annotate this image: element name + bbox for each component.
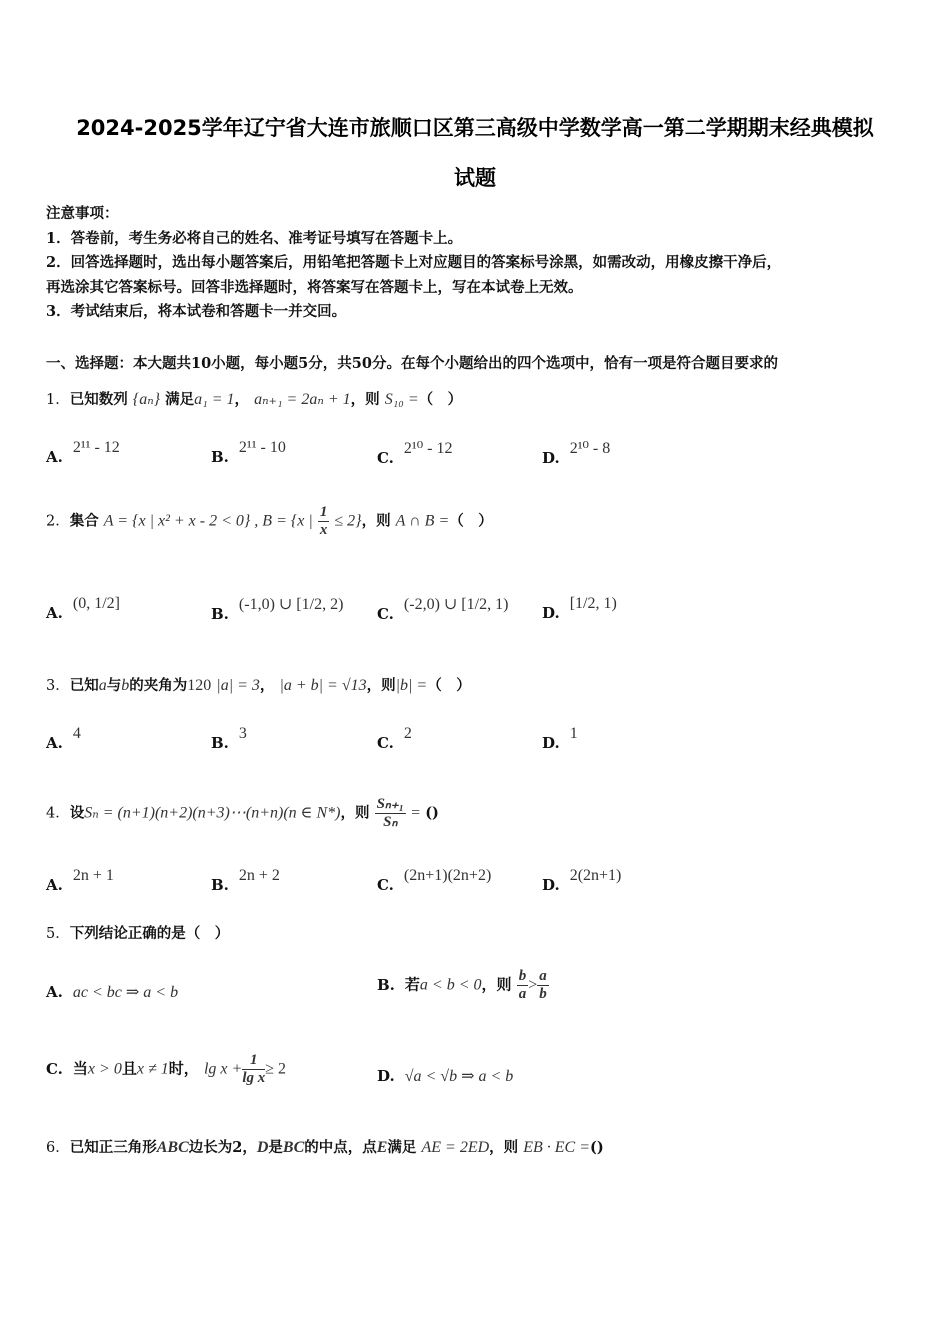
math-expr: D [256, 1139, 269, 1156]
question-number: 3． [46, 678, 70, 694]
option-label: D. [377, 1067, 395, 1085]
notice-heading: 注意事项： [46, 205, 119, 222]
denominator: Sₙ [383, 814, 398, 830]
q-text: 且 [121, 1059, 137, 1078]
option-d[interactable] [542, 440, 611, 468]
question-2 [46, 504, 493, 539]
option-b[interactable] [211, 867, 280, 895]
q-text: 满足 [165, 391, 195, 408]
math-expr: a₁ = 1 [194, 391, 235, 408]
denominator: x [319, 522, 328, 538]
option-value: 1 [569, 725, 578, 742]
option-label: D. [542, 604, 560, 622]
math-expr: a < b < 0 [419, 976, 482, 994]
option-label: B. [211, 876, 229, 894]
option-value: 2¹¹ - 12 [72, 439, 120, 456]
question-number: 5． [46, 926, 70, 942]
q-text: ，则 [481, 975, 512, 994]
question-number: 1． [46, 392, 70, 408]
question-3 [46, 674, 471, 695]
option-label: A. [46, 448, 63, 466]
denominator: a [518, 986, 527, 1002]
fraction [242, 1052, 265, 1087]
option-label: A. [46, 734, 63, 752]
fraction [517, 968, 529, 1003]
math-expr: ≥ 2 [265, 1060, 287, 1078]
q-text: 设 [69, 804, 85, 822]
option-value: 4 [72, 725, 81, 742]
option-label: D. [542, 876, 560, 894]
option-label: D. [542, 449, 560, 467]
math-expr: BC [282, 1139, 305, 1156]
exam-title-continued: 试题 [454, 166, 496, 190]
option-label: D. [542, 734, 560, 752]
q-text: 边长为2， [188, 1139, 257, 1156]
notice-item: 3．考试结束后，将本试卷和答题卡一并交回。 [46, 303, 347, 320]
denominator: b [539, 986, 547, 1002]
notice-item: 再选涂其它答案标号。回答非选择题时，将答案写在答题卡上，写在本试卷上无效。 [46, 278, 583, 296]
option-value: (2n+1)(2n+2) [403, 867, 492, 884]
option-value: √a < √b ⇒ a < b [404, 1068, 514, 1085]
fraction [375, 796, 406, 831]
option-c[interactable] [377, 596, 509, 624]
math-expr: EB · EC = [523, 1139, 591, 1156]
q-text: ，则 [366, 677, 396, 694]
option-value: (-2,0) ∪ [1/2, 1) [403, 596, 509, 613]
option-b[interactable] [211, 596, 344, 624]
option-value: 2¹¹ - 10 [238, 439, 286, 456]
q-text: 时， [168, 1059, 199, 1078]
question-6 [46, 1136, 604, 1157]
numerator: b [518, 968, 527, 984]
q-text: 若 [404, 975, 420, 994]
option-label: B. [211, 734, 229, 752]
math-expr: x ≠ 1 [136, 1060, 169, 1078]
question-5 [46, 922, 229, 943]
notice-item: 1．答卷前，考生务必将自己的姓名、准考证号填写在答题卡上。 [46, 229, 463, 247]
option-label: B. [211, 605, 229, 623]
math-expr: A = {x | x² + x - 2 < 0} , B = {x | [103, 512, 313, 530]
math-expr: |a + b| = √13 [279, 677, 367, 694]
vector-a: a [98, 677, 107, 694]
option-value: 2(2n+1) [569, 867, 622, 884]
math-expr: x > 0 [87, 1060, 122, 1078]
q-text: ，则 [489, 1139, 519, 1156]
option-a[interactable] [46, 982, 178, 1002]
option-label: A. [46, 876, 63, 894]
math-expr: 120 [187, 677, 212, 694]
math-expr: {aₙ} [132, 391, 161, 408]
option-label: C. [377, 734, 394, 752]
q-text: 已知正三角形 [69, 1139, 157, 1156]
option-value: 2n + 2 [238, 867, 280, 884]
q-text: （ ） [427, 677, 471, 694]
denominator: lg x [242, 1070, 266, 1086]
option-b[interactable] [211, 725, 247, 753]
option-label: C. [377, 449, 394, 467]
fraction [318, 504, 330, 539]
option-a[interactable] [46, 439, 120, 467]
math-expr: |a| = 3 [216, 677, 260, 694]
option-value: 2¹⁰ - 12 [403, 440, 453, 457]
option-value: [1/2, 1) [569, 595, 617, 612]
option-b[interactable] [377, 968, 549, 1003]
q-text: ， [234, 391, 249, 408]
q-text: 已知 [69, 677, 99, 694]
q-text: () [590, 1139, 604, 1156]
option-label: B. [211, 448, 229, 466]
section-heading: 一、选择题：本大题共10小题，每小题5分，共50分。在每个小题给出的四个选项中，恰有一项是符合题目要求的 [46, 355, 778, 372]
q-text: 是 [268, 1139, 283, 1156]
q-text: 满足 [387, 1139, 417, 1156]
question-number: 6． [46, 1140, 70, 1156]
option-label: C. [46, 1059, 63, 1078]
numerator: 1 [242, 1052, 265, 1070]
question-4 [46, 796, 439, 831]
q-text: 下列结论正确的是（ ） [69, 925, 230, 942]
option-c[interactable] [377, 725, 412, 753]
math-expr: AE = 2ED [421, 1139, 490, 1156]
option-a[interactable] [46, 867, 114, 895]
question-number: 2． [46, 513, 70, 530]
option-d[interactable] [542, 725, 578, 753]
numerator: a [539, 968, 547, 984]
option-value: 3 [238, 725, 247, 742]
math-expr: = [411, 804, 421, 822]
option-label: C. [377, 605, 394, 623]
vector-b: b [121, 677, 130, 694]
math-expr: aₙ₊₁ = 2aₙ + 1 [254, 391, 351, 408]
numerator: Sₙ₊₁ [376, 796, 405, 812]
math-expr: S₁₀ = [384, 391, 419, 408]
q-text: ，则 [340, 804, 370, 822]
math-expr: E [376, 1139, 388, 1156]
option-value: 2 [403, 725, 412, 742]
exam-title: 2024-2025学年辽宁省大连市旅顺口区第三高级中学数学高一第二学期期末经典模拟 [76, 116, 874, 140]
numerator: 1 [319, 504, 328, 520]
q-text: ， [259, 677, 275, 694]
option-label: A. [46, 983, 63, 1001]
notice-item: 2．回答选择题时，选出每小题答案后，用铅笔把答题卡上对应题目的答案标号涂黑，如需改动，用橡皮擦干净后， [46, 254, 782, 271]
math-expr: lg x + [203, 1060, 243, 1078]
option-label: C. [377, 876, 394, 894]
option-value: (0, 1/2] [72, 595, 120, 612]
math-expr: ≤ 2} [334, 512, 362, 530]
math-expr: Sₙ = (n+1)(n+2)(n+3)⋯(n+n)(n ∈ N*) [84, 804, 341, 822]
option-c[interactable] [377, 867, 492, 895]
notice-block [46, 202, 906, 325]
option-value: (-1,0) ∪ [1/2, 2) [238, 596, 344, 613]
q-text: ，则 [350, 391, 380, 408]
option-d[interactable] [542, 867, 622, 895]
option-value: 2¹⁰ - 8 [569, 440, 611, 457]
q-text: （ ） [418, 391, 463, 408]
option-value: ac < bc ⇒ a < b [72, 984, 179, 1001]
math-expr: A ∩ B = [395, 512, 450, 530]
q-text: () [425, 804, 439, 822]
option-a[interactable] [46, 725, 81, 753]
q-text: （ ） [449, 512, 493, 530]
q-text: 与 [106, 677, 122, 694]
option-label: A. [46, 604, 63, 622]
math-expr: ABC [156, 1139, 189, 1156]
q-text: 已知数列 [69, 391, 128, 408]
q-text: 当 [72, 1059, 88, 1078]
q-text: 集合 [69, 512, 99, 530]
q-text: ，则 [361, 512, 391, 530]
option-a[interactable] [46, 595, 120, 623]
option-value: 2n + 1 [72, 867, 114, 884]
option-label: B. [377, 975, 395, 994]
question-number: 4． [46, 805, 70, 822]
math-expr: |b| = [395, 677, 428, 694]
math-expr: > [528, 976, 538, 994]
option-d[interactable] [542, 595, 617, 623]
fraction [537, 968, 549, 1003]
q-text: 的夹角为 [129, 677, 188, 694]
option-c[interactable] [46, 1052, 286, 1087]
option-b[interactable] [211, 439, 286, 467]
q-text: 的中点，点 [304, 1139, 377, 1156]
question-1 [46, 388, 462, 409]
option-d[interactable] [377, 1066, 513, 1086]
option-c[interactable] [377, 440, 453, 468]
